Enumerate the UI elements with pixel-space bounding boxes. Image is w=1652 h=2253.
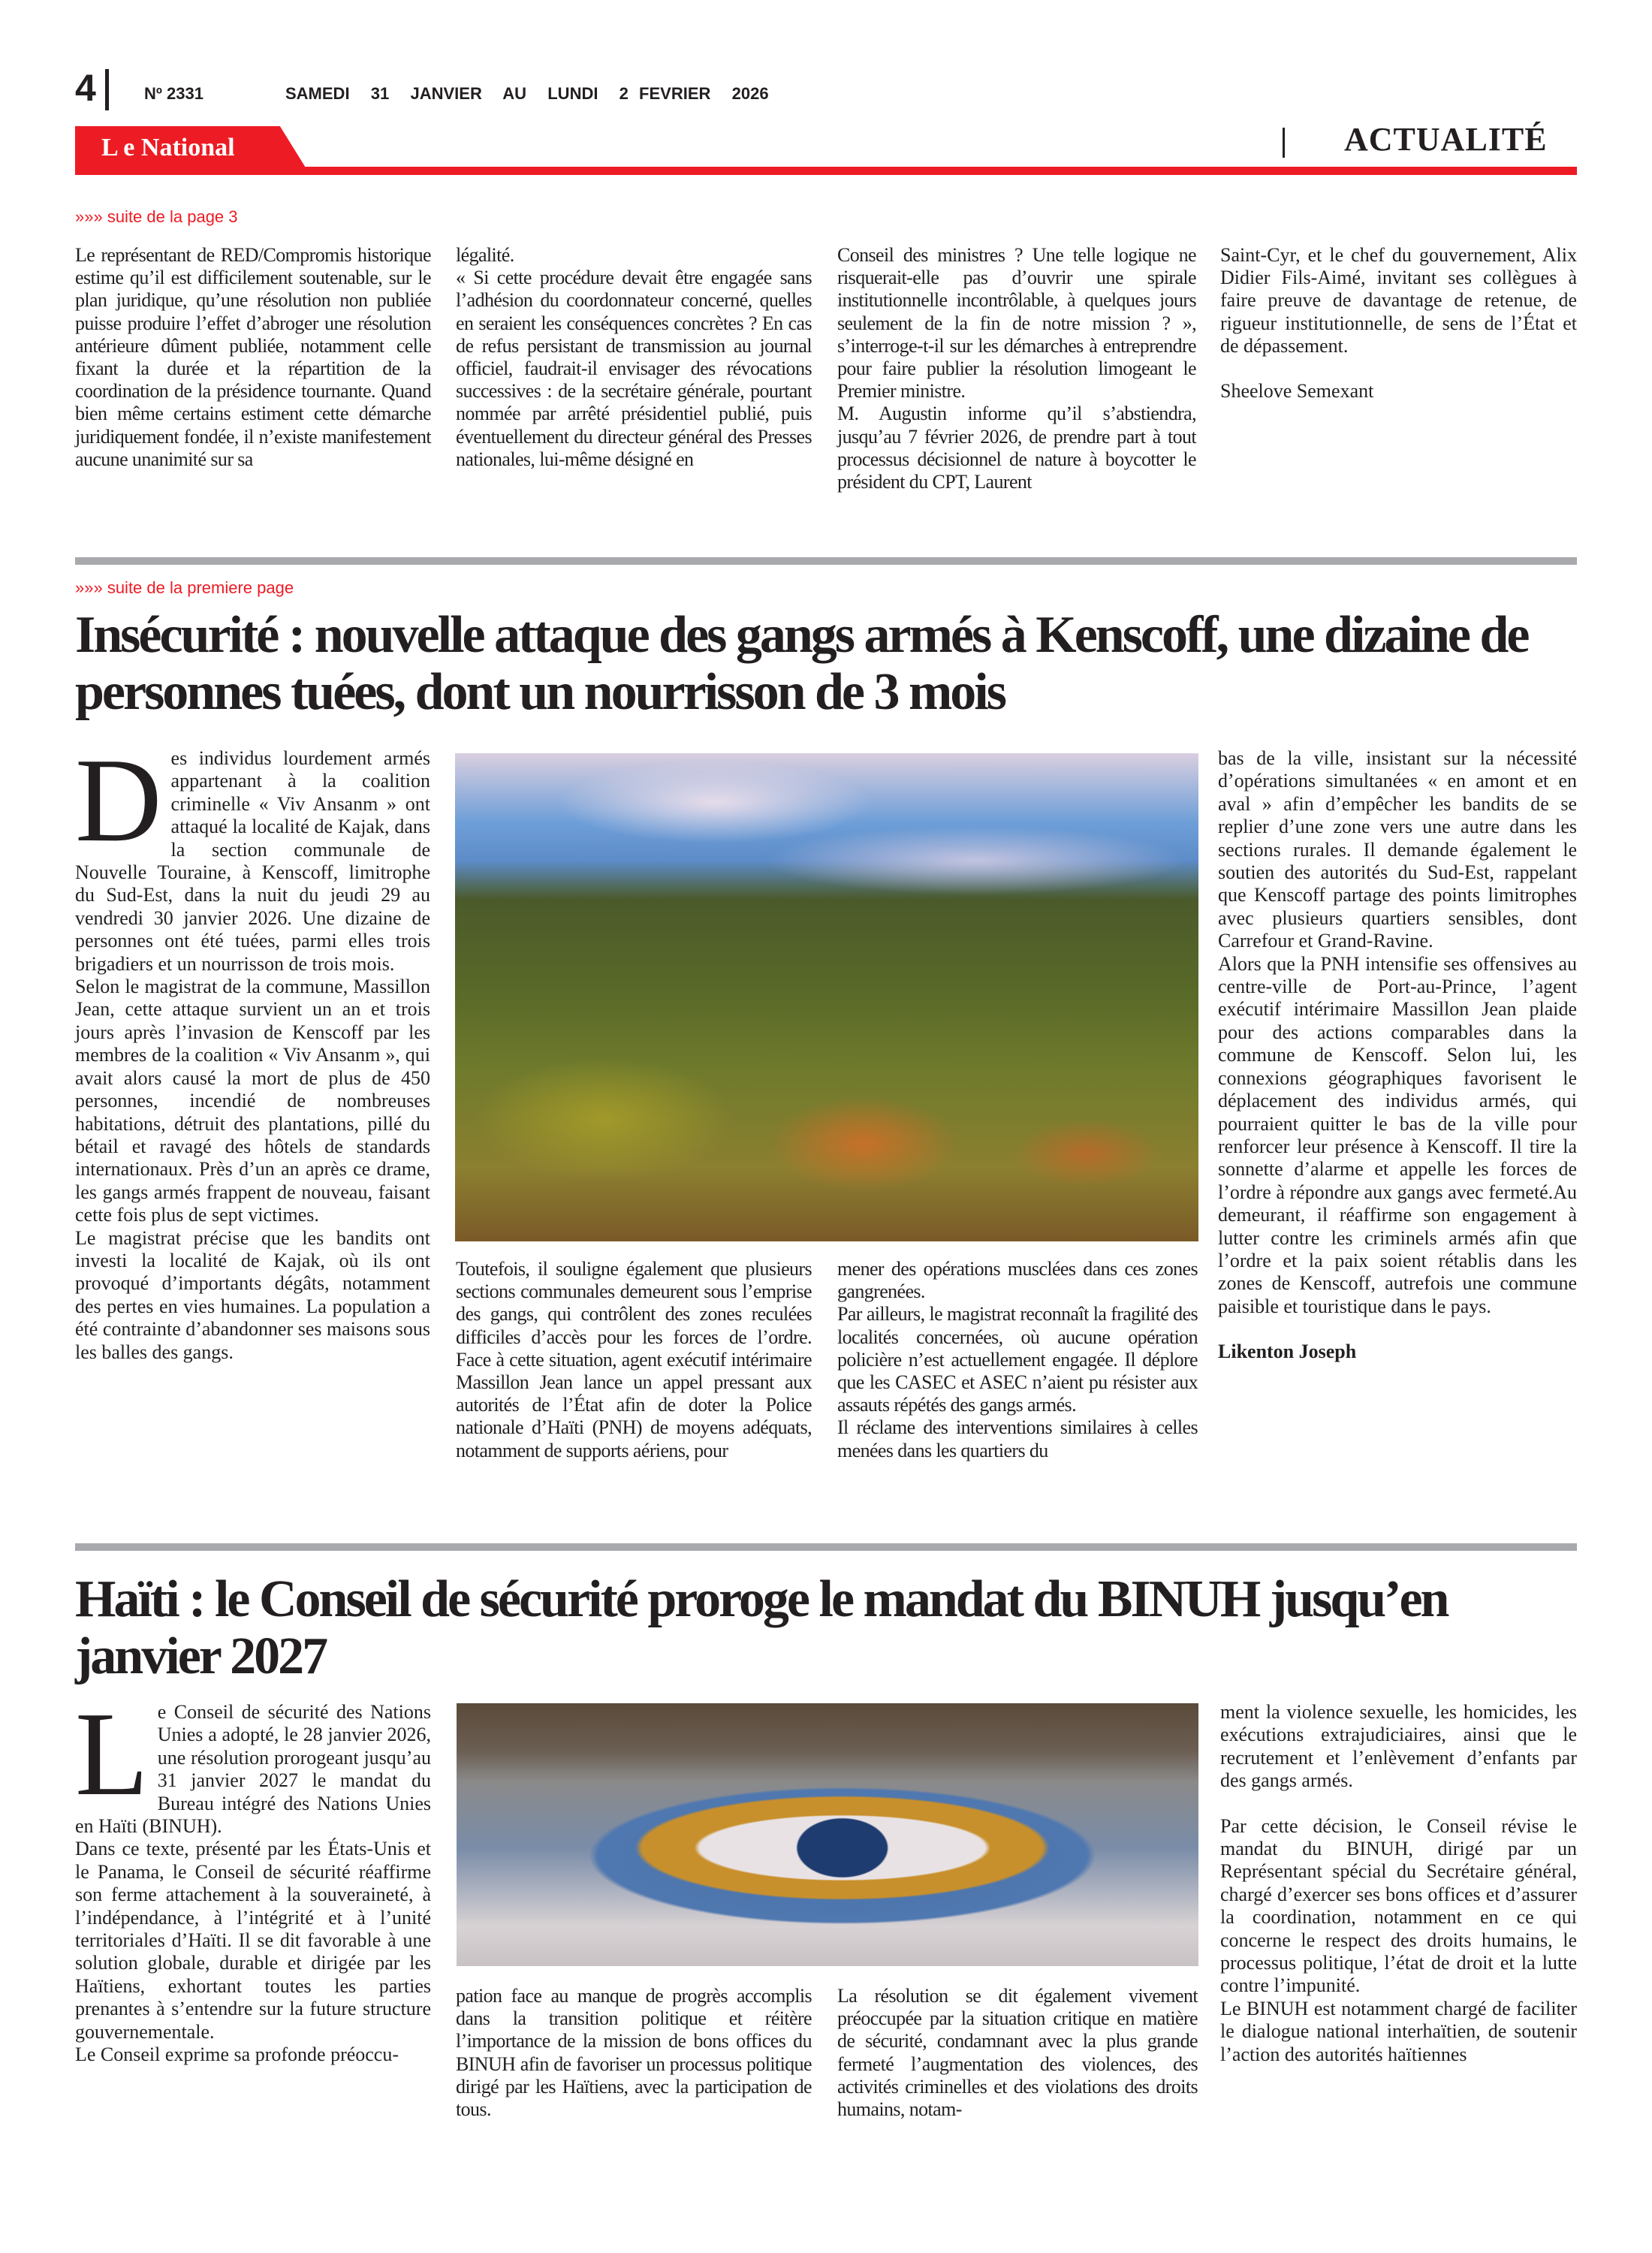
paragraph: Le Conseil de sécurité des Nations Unies a adopté, le 28 janvier 2026, une résolution prorogeant jusqu’au 31 janvier 2027 le mandat du Bureau intégré des Nations Unies en Haïti (BINUH). bbox=[75, 1687, 431, 1838]
masthead-rule bbox=[75, 167, 1577, 175]
article1-column-2 bbox=[456, 244, 812, 471]
paragraph: Toutefois, il souligne également que plusieurs sections communales demeurent sous l’emprise des gangs, qui contrôlent des zones reculées difficiles d’accès pour les forces de l’ordre. Face à cette situation, agent exécutif intérimaire Massillon Jean lance un appel pressant aux autorités de l’État afin de doter la Police nationale d’Haïti (PNH) de moyens adéquats, notamment de supports aériens, pour bbox=[456, 1258, 812, 1461]
paragraph: ment la violence sexuelle, les homicides, les exécutions extrajudiciaires, ainsi que le recrutement et l’enlèvement d’enfants par des gangs armés. bbox=[1220, 1701, 1577, 1792]
paragraph: pation face au manque de progrès accomplis dans la transition politique et réitère l’importance de la mission de bons offices du BINUH afin de favoriser un processus politique dirigé par les Haïtiens, avec la participation de tous. bbox=[456, 1985, 812, 2121]
paragraph: Alors que la PNH intensifie ses offensives au centre-ville de Port-au-Prince, l’agent exécutif intérimaire Massillon Jean plaide pour des actions comparables dans la commune de Kenscoff. Selon lui, les connexions géographiques favorisent le déplacement des individus armés, qui pourraient quitter le bas de la ville pour renforcer leur présence à Kenscoff. Il tire la sonnette d’alarme et appelle les forces de l’ordre à répondre aux gangs avec fermeté.Au demeurant, il réaffirme son engagement à lutter contre les criminels armés afin que l’ordre et la paix soient rétablis dans les zones de Kenscoff, autrefois une commune paisible et touristique dans le pays. bbox=[1218, 952, 1577, 1317]
article1-column-3 bbox=[837, 244, 1196, 493]
article-photo-kenscoff bbox=[455, 753, 1198, 1241]
paragraph: bas de la ville, insistant sur la nécessité d’opérations simultanées « en amont et en aval » afin d’empêcher les bandits de se replier d’une zone vers une autre dans les sections rurales. Il demande également le soutien des autorités du Sud-Est, rappelant que Kenscoff partage des points limitrophes avec plusieurs quartiers sensibles, dont Carrefour et Grand-Ravine. bbox=[1218, 747, 1577, 952]
article1-column-1 bbox=[75, 244, 431, 471]
section-rule bbox=[75, 1543, 1577, 1551]
paragraph: mener des opérations musclées dans ces zones gangrenées. bbox=[837, 1258, 1198, 1303]
article3-column-2 bbox=[456, 1985, 812, 2121]
page-number: 4 bbox=[75, 67, 96, 109]
paragraph: Saint-Cyr, et le chef du gouvernement, Alix Didier Fils-Aimé, invitant ses collègues à faire preuve de davantage de retenue, de rigueur institutionnelle, de sens de l’État et de dépassement. bbox=[1220, 244, 1577, 357]
paragraph: légalité. bbox=[456, 244, 514, 266]
dropcap: D bbox=[75, 733, 162, 867]
paragraph: Il réclame des interventions similaires à celles menées dans les quartiers du bbox=[837, 1416, 1198, 1461]
section-divider bbox=[1283, 128, 1285, 158]
article3-column-1 bbox=[75, 1687, 431, 2067]
byline: Sheelove Semexant bbox=[1220, 380, 1374, 403]
article3-column-4 bbox=[1220, 1701, 1577, 2066]
section-title: ACTUALITÉ bbox=[1344, 121, 1548, 158]
paragraph: Par cette décision, le Conseil révise le mandat du BINUH, dirigé par un Représentant spécial du Secrétaire général, chargé d’exercer ses bons offices et d’assurer la coordination, notamment en ce qui concerne le respect des droits humains, le processus politique, l’état de droit et la lutte contre l’impunité. bbox=[1220, 1814, 1577, 1997]
brand-logo: L e National bbox=[101, 134, 235, 161]
paragraph: « Si cette procédure devait être engagée sans l’adhésion du coordonnateur concerné, quelles en seraient les conséquences concrètes ? En cas de refus persistant de transmission au journal officiel, faudrait-il envisager des révocations successives : de la secrétaire générale, pourtant nommée par arrêté présidentiel publié, puis éventuellement du directeur général des Presses nationales, lui-même désigné en bbox=[456, 267, 812, 470]
article3-column-3 bbox=[837, 1985, 1198, 2121]
issue-date: SAMEDI 31 JANVIER AU LUNDI 2 FEVRIER 2026 bbox=[285, 84, 769, 103]
paragraph: La résolution se dit également vivement préoccupée par la situation critique en matière de sécurité, condamnant avec la plus grande fermeté l’augmentation des violences, des activités criminelles et des violations des droits humains, notam- bbox=[837, 1985, 1198, 2121]
article2-column-1 bbox=[75, 733, 430, 1364]
continuation-note: »»» suite de la premiere page bbox=[75, 578, 294, 597]
dropcap: L bbox=[75, 1687, 149, 1820]
paragraph: Conseil des ministres ? Une telle logique ne risquerait-elle pas d’ouvrir une spirale institutionnelle incontrôlable, à quelques jours seulement de la fin de notre mission ? », s’interroge-t-il sur les démarches à entreprendre pour faire publier la résolution limogeant le Premier ministre. bbox=[837, 244, 1196, 403]
byline: Likenton Joseph bbox=[1218, 1341, 1357, 1363]
paragraph: Le représentant de RED/Compromis historique estime qu’il est difficilement soutenable, sur le plan juridique, qu’une résolution non publiée puisse produire l’effet d’abroger une résolution antérieure dûment publiée, notamment celle fixant la durée et la répartition de la coordination de la présidence tournante. Quand bien même certains estiment cette démarche juridiquement fondée, il n’existe manifestement aucune unanimité sur sa bbox=[75, 244, 431, 470]
article1-column-4 bbox=[1220, 244, 1577, 403]
article-headline: Haïti : le Conseil de sécurité proroge le mandat du BINUH jusqu’en janvier 2027 bbox=[75, 1570, 1448, 1685]
paragraph: Le magistrat précise que les bandits ont investi la localité de Kajak, où ils ont provoqué d’importants dégâts, notamment des pertes en vies humaines. La population a été contrainte d’abandonner ses maisons sous les balles des gangs. bbox=[75, 1226, 430, 1363]
paragraph: Le BINUH est notamment chargé de faciliter le dialogue national interhaïtien, de soutenir l’action des autorités haïtiennes bbox=[1220, 1997, 1577, 2065]
continuation-note: »»» suite de la page 3 bbox=[75, 207, 238, 226]
paragraph: Le Conseil exprime sa profonde préoccu- bbox=[75, 2043, 399, 2066]
issue-number: Nº 2331 bbox=[144, 84, 203, 103]
article2-column-4 bbox=[1218, 747, 1577, 1364]
article-photo-security-council bbox=[457, 1703, 1198, 1966]
paragraph: Des individus lourdement armés appartenant à la coalition criminelle « Viv Ansanm » ont attaqué la localité de Kajak, dans la section communale de Nouvelle Touraine, à Kenscoff, limitrophe du Sud-Est, dans la nuit du jeudi 29 au vendredi 30 janvier 2026. Une dizaine de personnes ont été tuées, parmi elles trois brigadiers et un nourrisson de trois mois. bbox=[75, 733, 430, 975]
paragraph: Selon le magistrat de la commune, Massillon Jean, cette attaque survient un an et trois jours après l’invasion de Kenscoff par les membres de la coalition « Viv Ansanm », qui avait alors causé la mort de plus de 450 personnes, incendié de nombreuses habitations, détruit des plantations, pillé du bétail et ravagé des hôtels de standards internationaux. Près d’un an après ce drame, les gangs armés frappent de nouveau, faisant cette fois plus de sept victimes. bbox=[75, 976, 430, 1226]
paragraph: M. Augustin informe qu’il s’abstiendra, jusqu’au 7 février 2026, de prendre part à tout processus décisionnel de nature à boycotter le président du CPT, Laurent bbox=[837, 403, 1196, 493]
page-number-divider bbox=[105, 69, 109, 110]
section-rule bbox=[75, 557, 1577, 565]
paragraph: Par ailleurs, le magistrat reconnaît la fragilité des localités concernées, où aucune opération policière n’est actuellement engagée. Il déplore que les CASEC et ASEC n’aient pu résister aux assauts répétés des gangs armés. bbox=[837, 1303, 1198, 1416]
article-headline: Insécurité : nouvelle attaque des gangs armés à Kenscoff, une dizaine de personnes tuées, dont un nourrisson de 3 mois bbox=[75, 606, 1528, 721]
paragraph: Dans ce texte, présenté par les États-Unis et le Panama, le Conseil de sécurité réaffirme son ferme attachement à la souveraineté, à l’indépendance, à l’intégrité et à l’unité territoriales d’Haïti. Il se dit favorable à une solution globale, durable et dirigée par les Haïtiens, exhortant toutes les parties prenantes à s’entendre sur la future structure gouvernementale. bbox=[75, 1838, 431, 2043]
article2-column-3 bbox=[837, 1258, 1198, 1462]
article2-column-2 bbox=[456, 1258, 812, 1462]
